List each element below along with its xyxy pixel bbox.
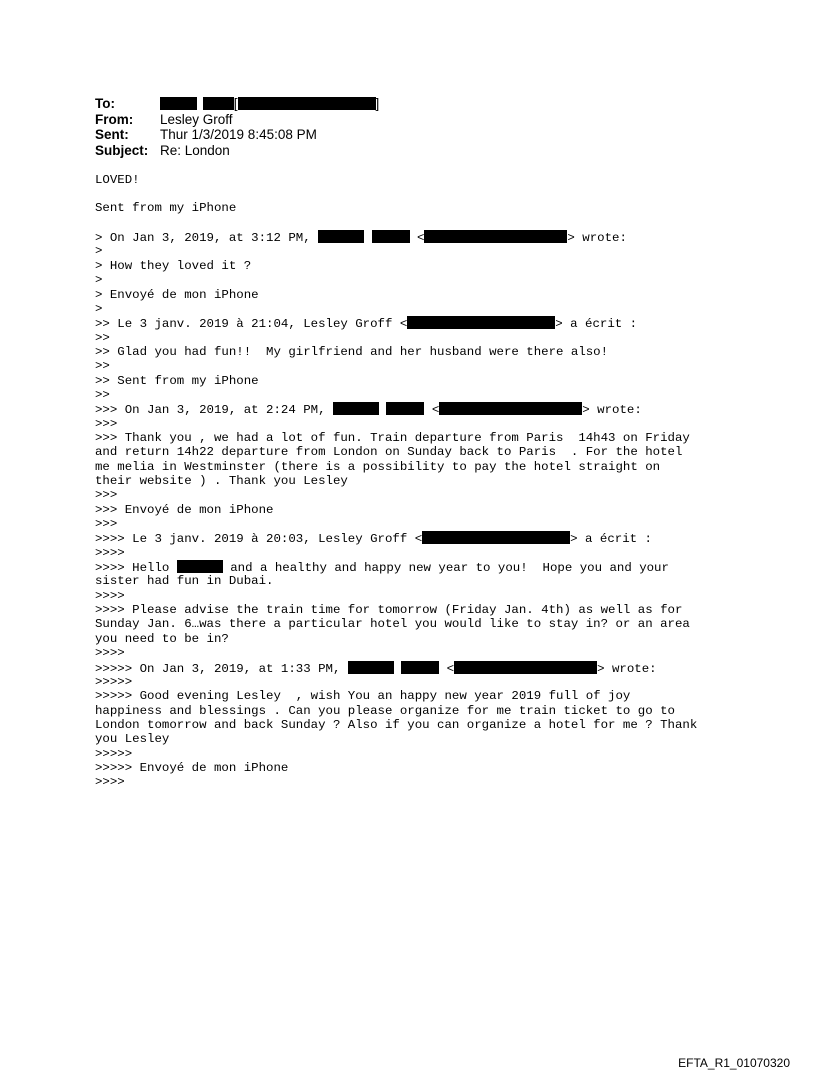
to-bracket-close: ] (375, 96, 380, 111)
body-line: happiness and blessings . Can you please organize for me train ticket to go to (95, 704, 675, 718)
quote-header-line (95, 531, 795, 546)
sent-label: Sent: (95, 127, 129, 142)
quote-header-line (95, 316, 795, 331)
body-line: >> (95, 331, 110, 345)
redaction-bar (386, 402, 424, 415)
quote-header-text: >>>> Le 3 janv. 2019 à 20:03, Lesley Groff < (95, 532, 423, 546)
body-line: >>>> (95, 646, 125, 660)
subject-label: Subject: (95, 143, 149, 158)
redaction-bar (238, 97, 376, 110)
body-line: >> (95, 388, 110, 402)
body-line: and return 14h22 departure from London on Sunday back to Paris . For the hotel (95, 445, 683, 459)
quote-header-text: > wrote: (582, 403, 642, 417)
body-line: >> (95, 359, 110, 373)
redaction-bar (203, 97, 234, 110)
body-line: London tomorrow and back Sunday ? Also if you can organize a hotel for me ? Thank (95, 718, 698, 732)
body-line: >>>>> Good evening Lesley , wish You an happy new year 2019 full of joy (95, 689, 631, 703)
quote-header-text: > a écrit : (555, 317, 638, 331)
body-line: >>>> (95, 775, 125, 789)
body-line: >>>>> (95, 675, 133, 689)
quote-header-text: < (409, 231, 425, 245)
body-line: >>>> (95, 546, 125, 560)
body-line: you need to be in? (95, 632, 229, 646)
quote-header-text: < (439, 662, 455, 676)
body-line: sister had fun in Dubai. (95, 574, 274, 588)
to-bracket-open: [ (233, 96, 238, 111)
sent-value: Thur 1/3/2019 8:45:08 PM (160, 127, 317, 142)
redaction-bar (424, 230, 567, 243)
quote-header-text: > a écrit : (570, 532, 652, 546)
redaction-bar (454, 661, 597, 674)
redaction-bar (422, 531, 570, 544)
quote-header-text: >> Le 3 janv. 2019 à 21:04, Lesley Groff < (95, 317, 408, 331)
redaction-bar (372, 230, 410, 243)
from-label: From: (95, 112, 134, 127)
from-value: Lesley Groff (160, 112, 233, 127)
redaction-bar (318, 230, 364, 243)
to-label: To: (95, 96, 115, 111)
body-line: LOVED! (95, 173, 140, 187)
greeting-text: >>>> Hello (95, 561, 177, 575)
body-line: >>> Thank you , we had a lot of fun. Train departure from Paris 14h43 on Friday (95, 431, 690, 445)
body-line: >>> Envoyé de mon iPhone (95, 503, 274, 517)
body-line: >> Sent from my iPhone (95, 374, 259, 388)
body-line: me melia in Westminster (there is a possibility to pay the hotel straight on (95, 460, 661, 474)
body-line: > (95, 244, 103, 258)
quote-header-text: > wrote: (567, 231, 627, 245)
body-line: >>>>> Envoyé de mon iPhone (95, 761, 289, 775)
body-line: >>>>> (95, 747, 133, 761)
quote-header-text: > On Jan 3, 2019, at 3:12 PM, (95, 231, 319, 245)
quote-header-text: >>> On Jan 3, 2019, at 2:24 PM, (95, 403, 333, 417)
body-line: Sent from my iPhone (95, 201, 237, 215)
redaction-bar (333, 402, 379, 415)
body-line: their website ) . Thank you Lesley (95, 474, 348, 488)
body-line: you Lesley (95, 732, 170, 746)
redaction-bar (177, 560, 223, 573)
body-line: >> Glad you had fun!! My girlfriend and her husband were there also! (95, 345, 609, 359)
body-line: > How they loved it ? (95, 259, 252, 273)
greeting-text: and a healthy and happy new year to you! Hope you and your (222, 561, 669, 575)
to-value (160, 96, 379, 111)
body-line: >>> (95, 417, 118, 431)
body-line: >>>> Please advise the train time for tomorrow (Friday Jan. 4th) as well as for (95, 603, 683, 617)
body-line: > (95, 273, 103, 287)
quote-header-text: > wrote: (597, 662, 657, 676)
redaction-bar (407, 316, 555, 329)
redaction-bar (439, 402, 582, 415)
quote-header-line (95, 402, 795, 417)
body-line: >>> (95, 517, 118, 531)
body-line: >>> (95, 488, 118, 502)
redaction-bar (348, 661, 394, 674)
quote-header-text: >>>>> On Jan 3, 2019, at 1:33 PM, (95, 662, 348, 676)
redaction-bar (401, 661, 439, 674)
body-line: > Envoyé de mon iPhone (95, 288, 259, 302)
quote-header-text: < (424, 403, 440, 417)
redaction-bar (160, 97, 197, 110)
document-id: EFTA_R1_01070320 (678, 1056, 790, 1070)
body-line: >>>> (95, 589, 125, 603)
subject-value: Re: London (160, 143, 230, 158)
body-line: > (95, 302, 103, 316)
body-line: Sunday Jan. 6…was there a particular hotel you would like to stay in? or an area (95, 617, 690, 631)
